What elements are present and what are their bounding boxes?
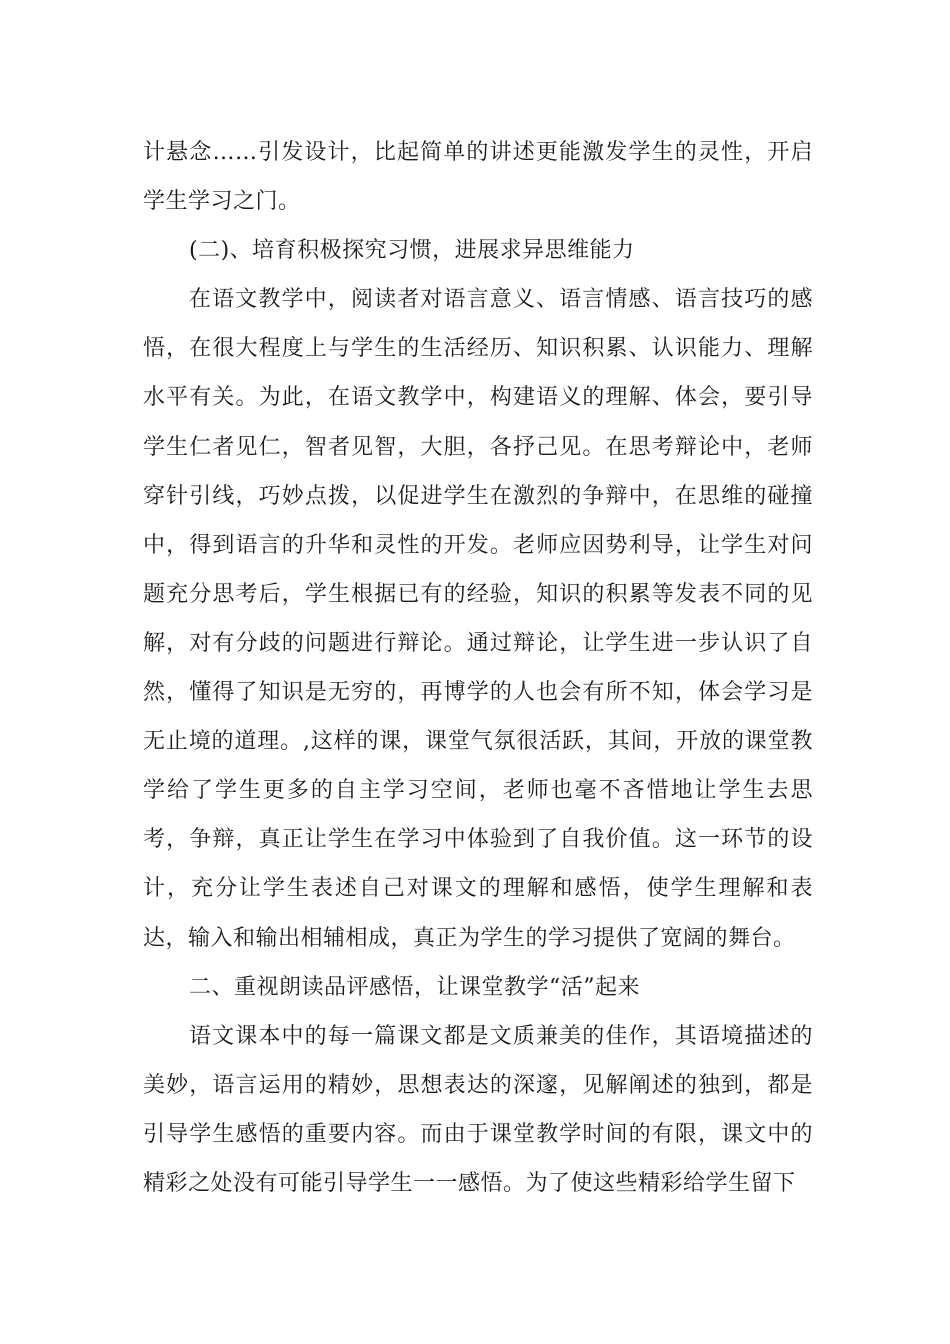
section-heading-cultivate-inquiry: (二)、培育积极探究习惯，进展求异思维能力 <box>189 238 635 264</box>
document-body <box>143 128 813 1208</box>
section-heading-reading-appreciation: 二、重视朗读品评感悟，让课堂教学“活”起来 <box>189 974 640 1000</box>
paragraph-continuation: 计悬念……引发设计，比起简单的讲述更能激发学生的灵性，开启学生学习之门。 <box>143 140 813 215</box>
paragraph-body-reading: 语文课本中的每一篇课文都是文质兼美的佳作，其语境描述的美妙，语言运用的精妙，思想表达的深邃，见解阐述的独到，都是引导学生感悟的重要内容。而由于课堂教学时间的有限，课文中的精彩之处没有可能引导学生一一感悟。为了使这些精彩给学生留下 <box>143 1023 813 1196</box>
paragraph-body-inquiry: 在语文教学中，阅读者对语言意义、语言情感、语言技巧的感悟，在很大程度上与学生的生活经历、知识积累、认识能力、理解水平有关。为此，在语文教学中，构建语义的理解、体会，要引导学生仁者见仁，智者见智，大胆，各抒己见。在思考辩论中，老师穿针引线，巧妙点拨，以促进学生在激烈的争辩中，在思维的碰撞中，得到语言的升华和灵性的开发。老师应因势利导，让学生对问题充分思考后，学生根据已有的经验，知识的积累等发表不同的见解，对有分歧的问题进行辩论。通过辩论，让学生进一步认识了自然，懂得了知识是无穷的，再博学的人也会有所不知，体会学习是无止境的道理。,这样的课，课堂气氛很活跃，其间，开放的课堂教学给了学生更多的自主学习空间，老师也毫不吝惜地让学生去思考，争辩，真正让学生在学习中体验到了自我价值。这一环节的设计，充分让学生表述自己对课文的理解和感悟，使学生理解和表达，输入和输出相辅相成，真正为学生的学习提供了宽阔的舞台。 <box>143 287 813 951</box>
